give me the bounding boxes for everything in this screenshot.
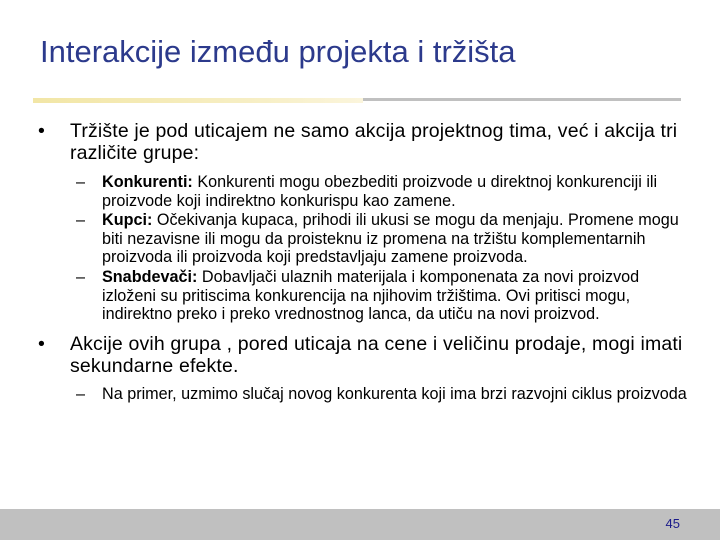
sub-bullet-term: Snabdevači: <box>102 267 198 286</box>
page-number: 45 <box>665 516 680 531</box>
bullet-marker: • <box>38 120 45 142</box>
dash-marker: – <box>76 267 86 286</box>
sub-bullet-item <box>32 173 692 210</box>
sub-bullet-item <box>32 385 692 404</box>
bullet-marker: • <box>38 332 45 355</box>
bullet-text: Tržište je pod uticajem ne samo akcija projektnog tima, već i akcija tri različite grupe: <box>70 120 678 164</box>
slide-title: Interakcije između projekta i tržišta <box>40 34 516 69</box>
dash-marker: – <box>76 384 86 403</box>
sub-bullet-term: Konkurenti: <box>102 173 193 191</box>
sub-bullet-item <box>32 268 692 324</box>
bullet-item <box>32 120 692 164</box>
title-divider-accent <box>33 98 363 103</box>
bullet-item <box>32 333 692 377</box>
sub-bullet-text: Na primer, uzmimo slučaj novog konkurenta koji ima brzi razvojni ciklus proizvoda <box>102 384 687 403</box>
sub-bullet-text: Očekivanja kupaca, prihodi ili ukusi se mogu da menjaju. Promene mogu biti nezavisne ili mogu da proisteknu iz promena na tržištu komplementarnih proizvoda ili proizvoda koji predstavljaju zamene proizvoda. <box>102 211 679 267</box>
bullet-text: Akcije ovih grupa , pored uticaja na cene i veličinu prodaje, mogi imati sekundarne efekte. <box>70 332 683 377</box>
dash-marker: – <box>76 173 86 191</box>
dash-marker: – <box>76 211 86 230</box>
sub-bullet-text: Dobavljači ulaznih materijala i komponenata za novi proizvod izloženi su pritiscima konkurencija na njihovim tržištima. Ovi pritisci mogu, indirektno preko i preko vrednostnog lanca, da utiču na novi proizvod. <box>102 267 640 324</box>
footer-bar <box>0 509 720 540</box>
sub-bullet-term: Kupci: <box>102 211 153 230</box>
slide-body <box>32 120 692 403</box>
sub-bullet-item <box>32 211 692 267</box>
sub-bullet-text: Konkurenti mogu obezbediti proizvode u direktnoj konkurenciji ili proizvode koji indirektno konkurispu kao zamene. <box>102 173 658 210</box>
